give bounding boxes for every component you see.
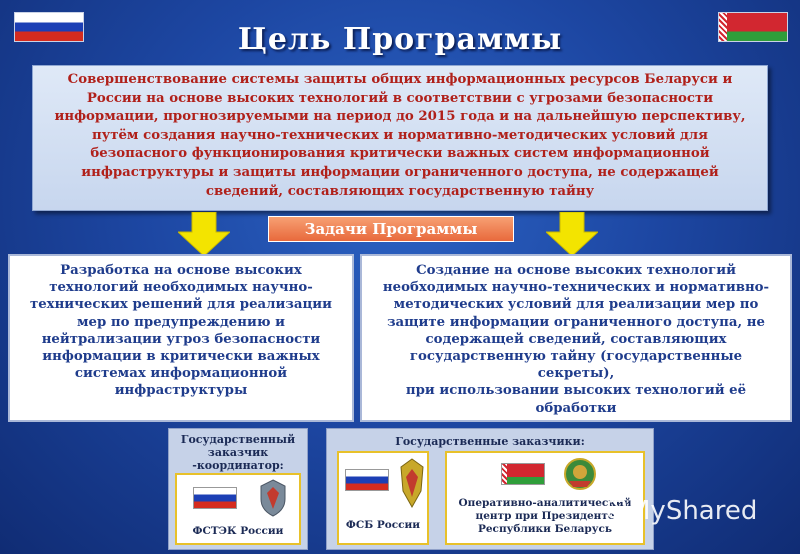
fstek-caption: ФСТЭК России [192, 525, 284, 537]
coordinator-title: Государственный заказчик -координатор: [180, 433, 296, 472]
task-left [8, 254, 354, 422]
task-left-text: Разработка на основе высоких технологий необходимых научно-технических решений для реализации мер по предупреждению и нейтрализации угроз безопасности информации в критически важных системах информационной инфраструктуры [29, 263, 333, 399]
tasks-label: Задачи Программы [268, 216, 514, 242]
belarus-flag-icon [501, 463, 545, 485]
fstek-emblem-icon [259, 479, 287, 517]
watermark-logo-icon [608, 500, 626, 518]
customers-panel [326, 428, 654, 550]
belarus-emblem-icon [563, 457, 597, 491]
program-goal-box [32, 65, 768, 211]
oac-caption: Оперативно-аналитический центр при Президенте Республики Беларусь [458, 497, 632, 535]
fsb-emblem-icon [399, 457, 425, 509]
customers-title: Государственные заказчики: [395, 435, 585, 448]
page-title: Цель Программы [237, 22, 563, 57]
program-goal-text: Совершенствование системы защиты общих информационных ресурсов Беларуси и России на основе высоких технологий в соответствии с угрозами безопасности информации, прогнозируемыми на период до 2015 года и на дальнейшую перспективу, путём создания научно-технических и нормативно-методических условий для безопасного функционирования критически важных систем информационной инфраструктуры и защиты информации ограниченного доступа, не содержащей сведений, составляющих государственную тайну [54, 72, 746, 199]
task-right-text: Создание на основе высоких технологий необходимых научно-технических и нормативно-методических условий для реализации мер по защите информации ограниченного доступа, не содержащей сведений, составляющих государственную тайну (государственные секреты), [382, 263, 770, 382]
watermark: MyShared [628, 496, 758, 526]
fsb-box [337, 451, 429, 545]
task-right-tail-text: при использовании высоких технологий её обработки [405, 383, 747, 416]
russia-flag-icon [193, 487, 237, 509]
oac-box [445, 451, 645, 545]
fstek-box [175, 473, 301, 545]
arrow-down-icon [546, 212, 598, 256]
coordinator-panel [168, 428, 308, 550]
fsb-caption: ФСБ России [345, 519, 421, 531]
arrow-down-icon [178, 212, 230, 256]
task-right [360, 254, 792, 422]
russia-flag-icon [345, 469, 389, 491]
